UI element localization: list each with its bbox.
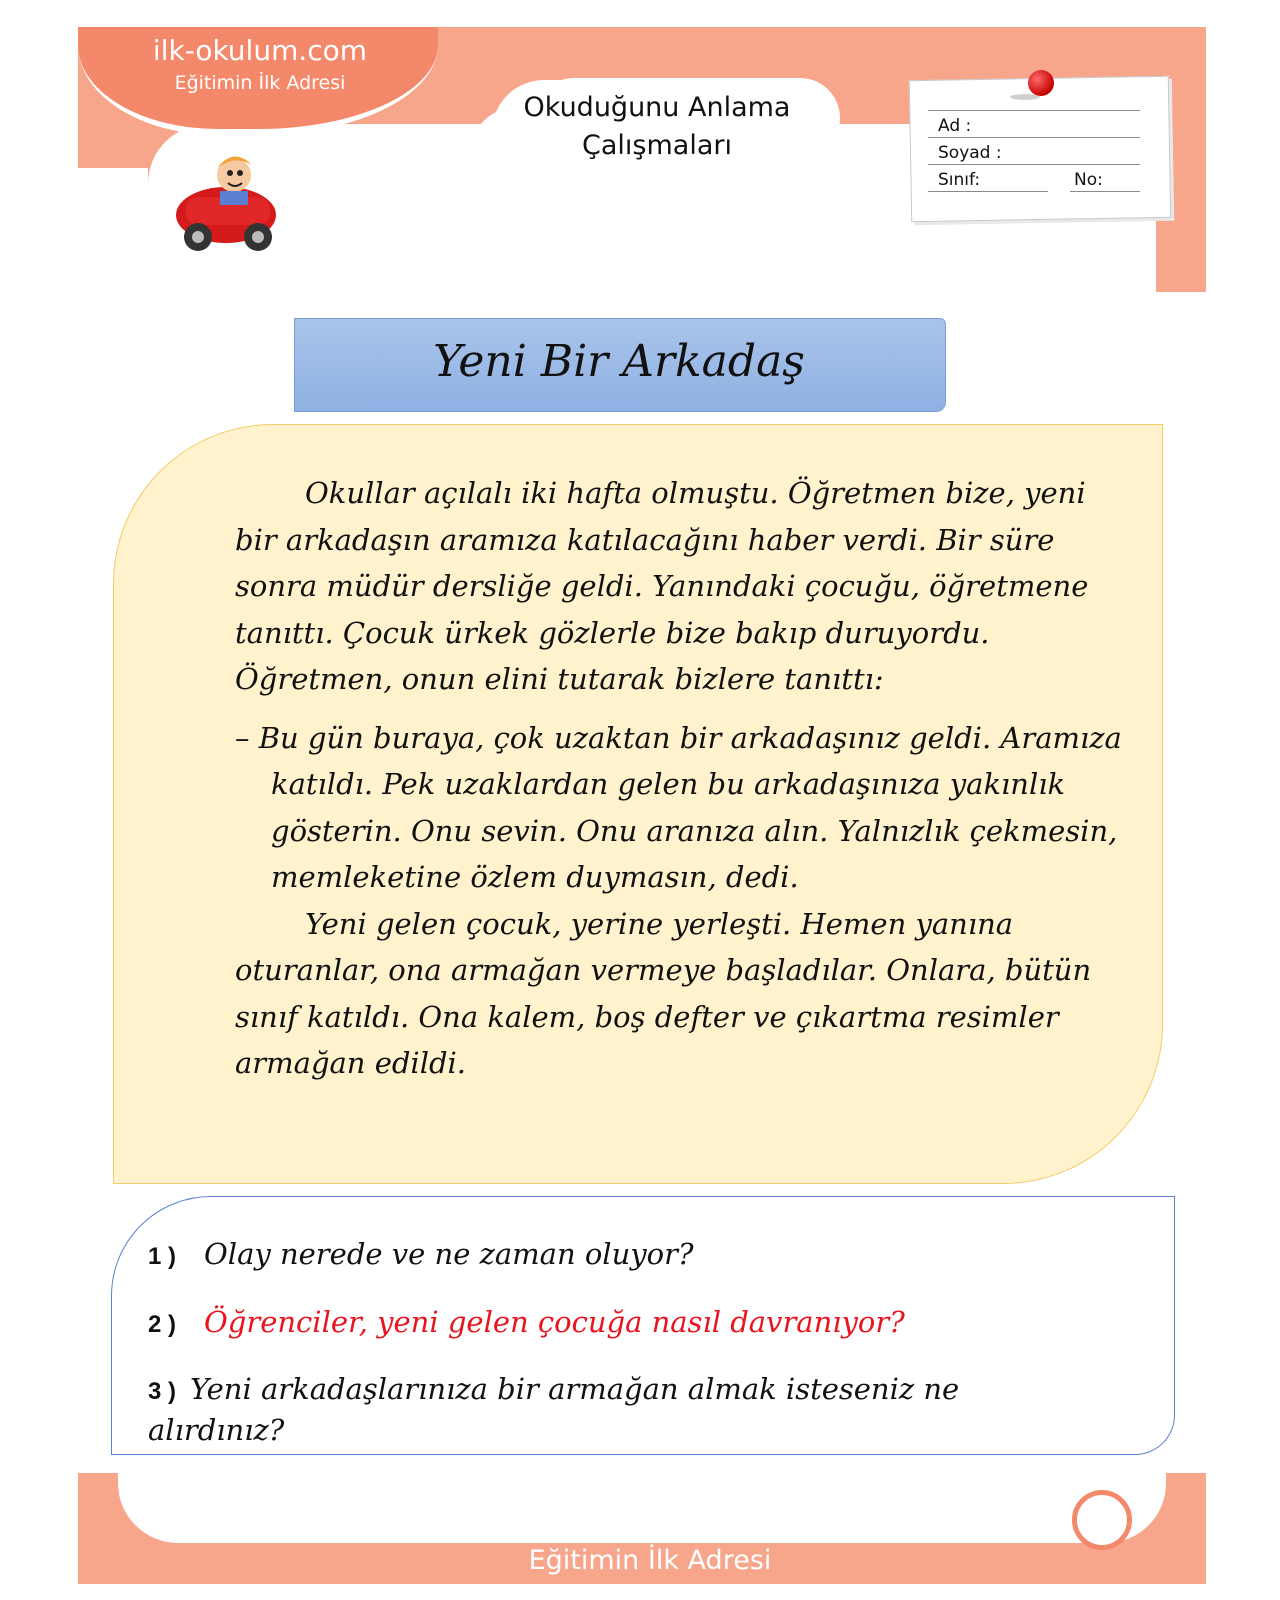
question-number: 3 ) <box>148 1378 177 1405</box>
question-number: 1 ) <box>148 1243 177 1270</box>
page-title-line2: Çalışmaları <box>582 130 732 161</box>
story-text <box>235 470 1125 1087</box>
story-paragraph-3: Yeni gelen çocuk, yerine yerleşti. Hemen yanına oturanlar, ona armağan vermeye başladılar. Onlara, bütün sınıf katıldı. Ona kalem, boş defter ve çıkartma resimler armağan edildi. <box>235 906 1092 1080</box>
question-text: Öğrenciler, yeni gelen çocuğa nasıl davranıyor? <box>204 1305 905 1339</box>
thought-dot <box>356 186 392 210</box>
card-sinif-label: Sınıf: <box>938 170 981 190</box>
pushpin-icon <box>1028 70 1054 96</box>
thought-dot <box>290 212 312 228</box>
cartoon-car-icon <box>168 145 288 260</box>
page-title-line1: Okuduğunu Anlama <box>523 92 791 123</box>
card-line <box>928 191 1048 192</box>
story-paragraph-1: Okullar açılalı iki hafta olmuştu. Öğretmen bize, yeni bir arkadaşın aramıza katılacağını haber verdi. Bir süre sonra müdür dersliğe geldi. Yanındaki çocuğu, öğretmene tanıttı. Çocuk ürkek gözlerle bize bakıp duruyordu. Öğretmen, onun elini tutarak bizlere tanıttı: <box>235 476 1089 696</box>
card-line <box>928 137 1140 138</box>
logo-site: ilk-okulum.com <box>152 34 368 67</box>
footer-tagline: Eğitimin İlk Adresi <box>528 1545 772 1576</box>
story-title: Yeni Bir Arkadaş <box>433 336 805 387</box>
question-text: Yeni arkadaşlarınıza bir armağan almak isteseniz ne alırdınız? <box>148 1372 960 1447</box>
question-3 <box>148 1370 1028 1449</box>
thought-dot <box>318 200 348 220</box>
question-number: 2 ) <box>148 1311 177 1338</box>
thought-dot <box>400 170 452 204</box>
card-line <box>928 164 1140 165</box>
card-line <box>928 110 1140 111</box>
card-line <box>1070 191 1140 192</box>
question-text: Olay nerede ve ne zaman oluyor? <box>204 1237 694 1271</box>
card-soyad-label: Soyad : <box>938 143 1002 163</box>
card-ad-label: Ad : <box>938 116 972 136</box>
footer-site: ilk-okulum.com <box>497 1495 803 1541</box>
footer-ring-icon <box>1072 1490 1132 1550</box>
story-paragraph-2: – Bu gün buraya, çok uzaktan bir arkadaşınız geldi. Aramıza katıldı. Pek uzaklardan gelen bu arkadaşınıza yakınlık gösterin. Onu sevin. Onu aranıza alın. Yalnızlık çekmesin, memleketine özlem duymasın, dedi. <box>235 720 1122 894</box>
card-no-label: No: <box>1074 170 1103 190</box>
logo-tagline: Eğitimin İlk Adresi <box>174 72 346 94</box>
question-1 <box>148 1235 1148 1276</box>
question-2 <box>148 1303 1148 1344</box>
header-cut <box>78 168 148 292</box>
